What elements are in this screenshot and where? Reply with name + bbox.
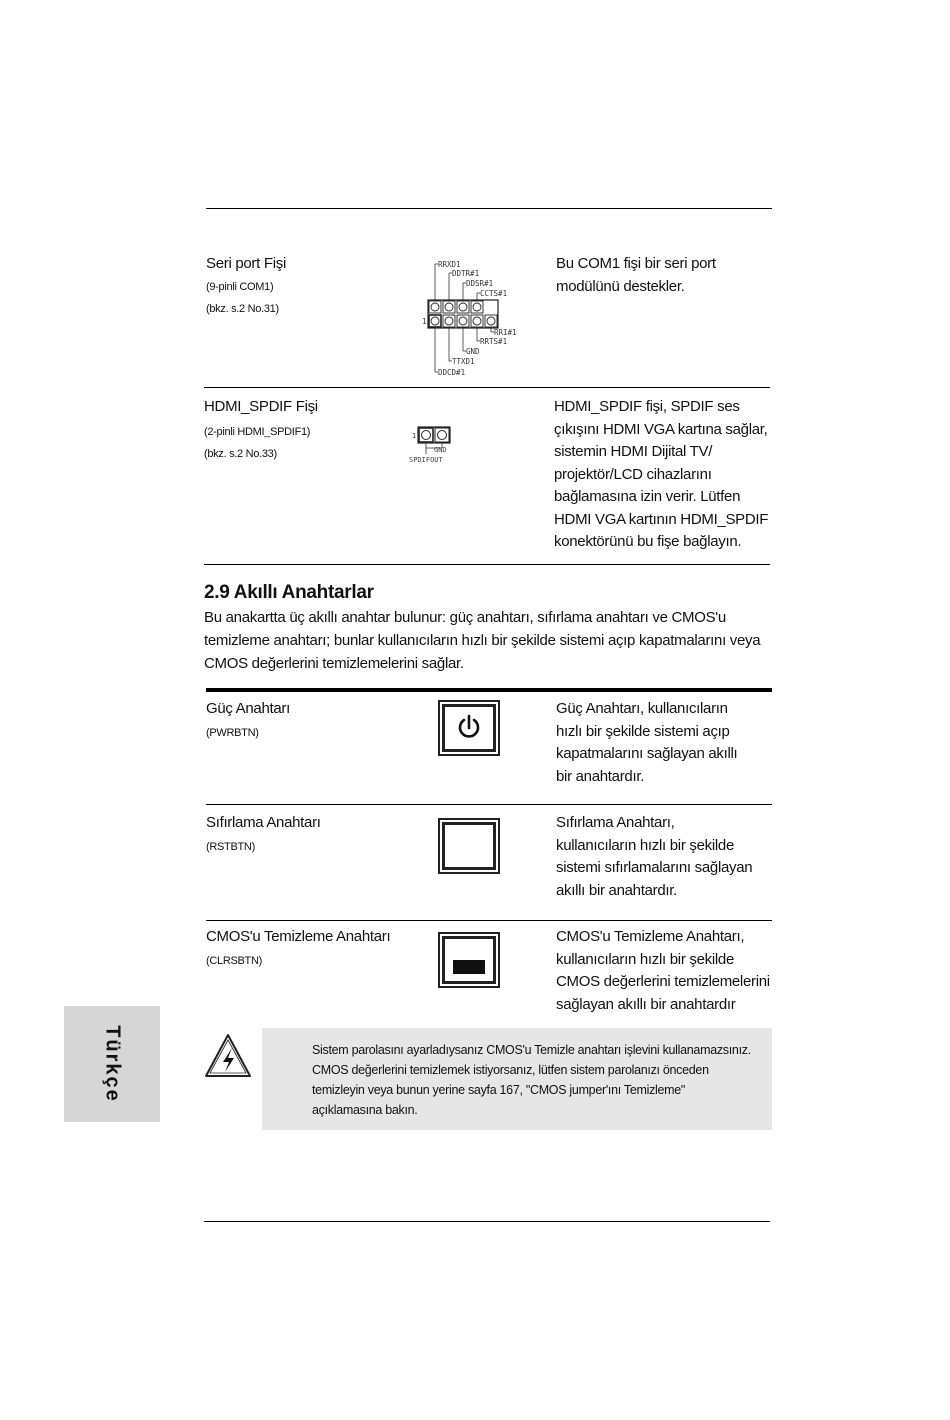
divider	[204, 387, 770, 388]
hdmi-spdif-reference: (bkz. s.2 No.33)	[204, 448, 277, 460]
language-tab	[64, 1006, 160, 1122]
hdmi-spdif-header-diagram	[404, 424, 464, 468]
clear-cmos-switch-title: CMOS'u Temizleme Anahtarı	[206, 928, 391, 945]
divider	[206, 804, 772, 805]
reset-switch-code: (RSTBTN)	[206, 841, 255, 853]
footer-rule	[204, 1221, 770, 1222]
hdmi-spdif-description: HDMI_SPDIF fişi, SPDIF ses çıkışını HDMI VGA kartına sağlar, sistemin HDMI Dijital TV/ projektör/LCD cihazlarını bağlamasına izin verir. Lütfen HDMI VGA kartının HDMI_SPDIF konektörünü bu fişe bağlayın.	[554, 398, 769, 550]
com1-reference: (bkz. s.2 No.31)	[206, 303, 279, 315]
com1-subtitle: (9-pinli COM1)	[206, 281, 274, 293]
language-tab-label: Türkçe	[101, 1025, 124, 1103]
hdmi-spdif-subtitle: (2-pinli HDMI_SPDIF1)	[204, 426, 311, 438]
com1-title: Seri port Fişi	[206, 255, 286, 272]
power-switch-title: Güç Anahtarı	[206, 700, 290, 717]
section-heading: 2.9 Akıllı Anahtarlar	[204, 582, 374, 603]
divider	[206, 920, 772, 921]
com1-description: Bu COM1 fişi bir seri port modülünü destekler.	[556, 255, 716, 295]
com1-pin-label: GND	[466, 347, 480, 356]
divider	[204, 564, 770, 565]
com1-header-diagram	[420, 258, 520, 380]
reset-switch-title: Sıfırlama Anahtarı	[206, 814, 321, 831]
com1-pin-label: RRXD1	[438, 260, 461, 269]
power-switch-icon-frame	[442, 704, 496, 752]
reset-icon	[442, 822, 496, 870]
hdmi-spdif-gnd-label: GND	[434, 446, 447, 454]
warning-icon	[203, 1032, 253, 1080]
com1-pin-label: DDCD#1	[438, 368, 466, 377]
clear-cmos-bar	[453, 960, 485, 974]
com1-pin-label: CCTS#1	[480, 289, 508, 298]
clear-cmos-icon	[442, 936, 496, 984]
com1-pin1-label: 1	[422, 317, 427, 326]
hdmi-spdif-title: HDMI_SPDIF Fişi	[204, 398, 318, 415]
com1-pin-label: DDTR#1	[452, 269, 480, 278]
header-rule	[206, 208, 772, 209]
table-top-rule	[206, 688, 772, 692]
clear-cmos-switch-code: (CLRSBTN)	[206, 955, 262, 967]
com1-pin-label: TTXD1	[452, 357, 475, 366]
section-intro: Bu anakartta üç akıllı anahtar bulunur: güç anahtarı, sıfırlama anahtarı ve CMOS'u temizleme anahtarı; bunlar kullanıcıların hızlı bir şekilde sistemi açıp kapatmalarını veya CMOS değerlerini temizlemelerini sağlar.	[204, 609, 761, 672]
power-switch-code: (PWRBTN)	[206, 727, 259, 739]
com1-pin-label: DDSR#1	[466, 279, 494, 288]
power-icon	[445, 707, 493, 749]
note-text: Sistem parolasını ayarladıysanız CMOS'u Temizle anahtarı işlevini kullanamazsınız. CMOS değerlerini temizlemek istiyorsanız, lütfen sistem parolanızı önceden temizleyin veya bunun yerine sayfa 167, "CMOS jumper'ını Temizleme" açıklamasına bakın.	[312, 1043, 751, 1117]
note-box	[262, 1028, 772, 1130]
hdmi-spdif-pin1-label: 1	[412, 432, 417, 440]
power-switch-description: Güç Anahtarı, kullanıcıların hızlı bir şekilde sistemi açıp kapatmalarını sağlayan akıllı bir anahtardır.	[556, 700, 738, 785]
reset-switch-description: Sıfırlama Anahtarı, kullanıcıların hızlı bir şekilde sistemi sıfırlamalarını sağlayan akıllı bir anahtardır.	[556, 814, 753, 899]
hdmi-spdif-out-label: SPDIFOUT	[409, 456, 443, 464]
com1-pin-label: RRI#1	[494, 328, 517, 337]
clear-cmos-switch-description: CMOS'u Temizleme Anahtarı, kullanıcıların hızlı bir şekilde CMOS değerlerini temizlemelerini sağlayan akıllı bir anahtardır	[556, 928, 770, 1013]
com1-pin-label: RRTS#1	[480, 337, 508, 346]
